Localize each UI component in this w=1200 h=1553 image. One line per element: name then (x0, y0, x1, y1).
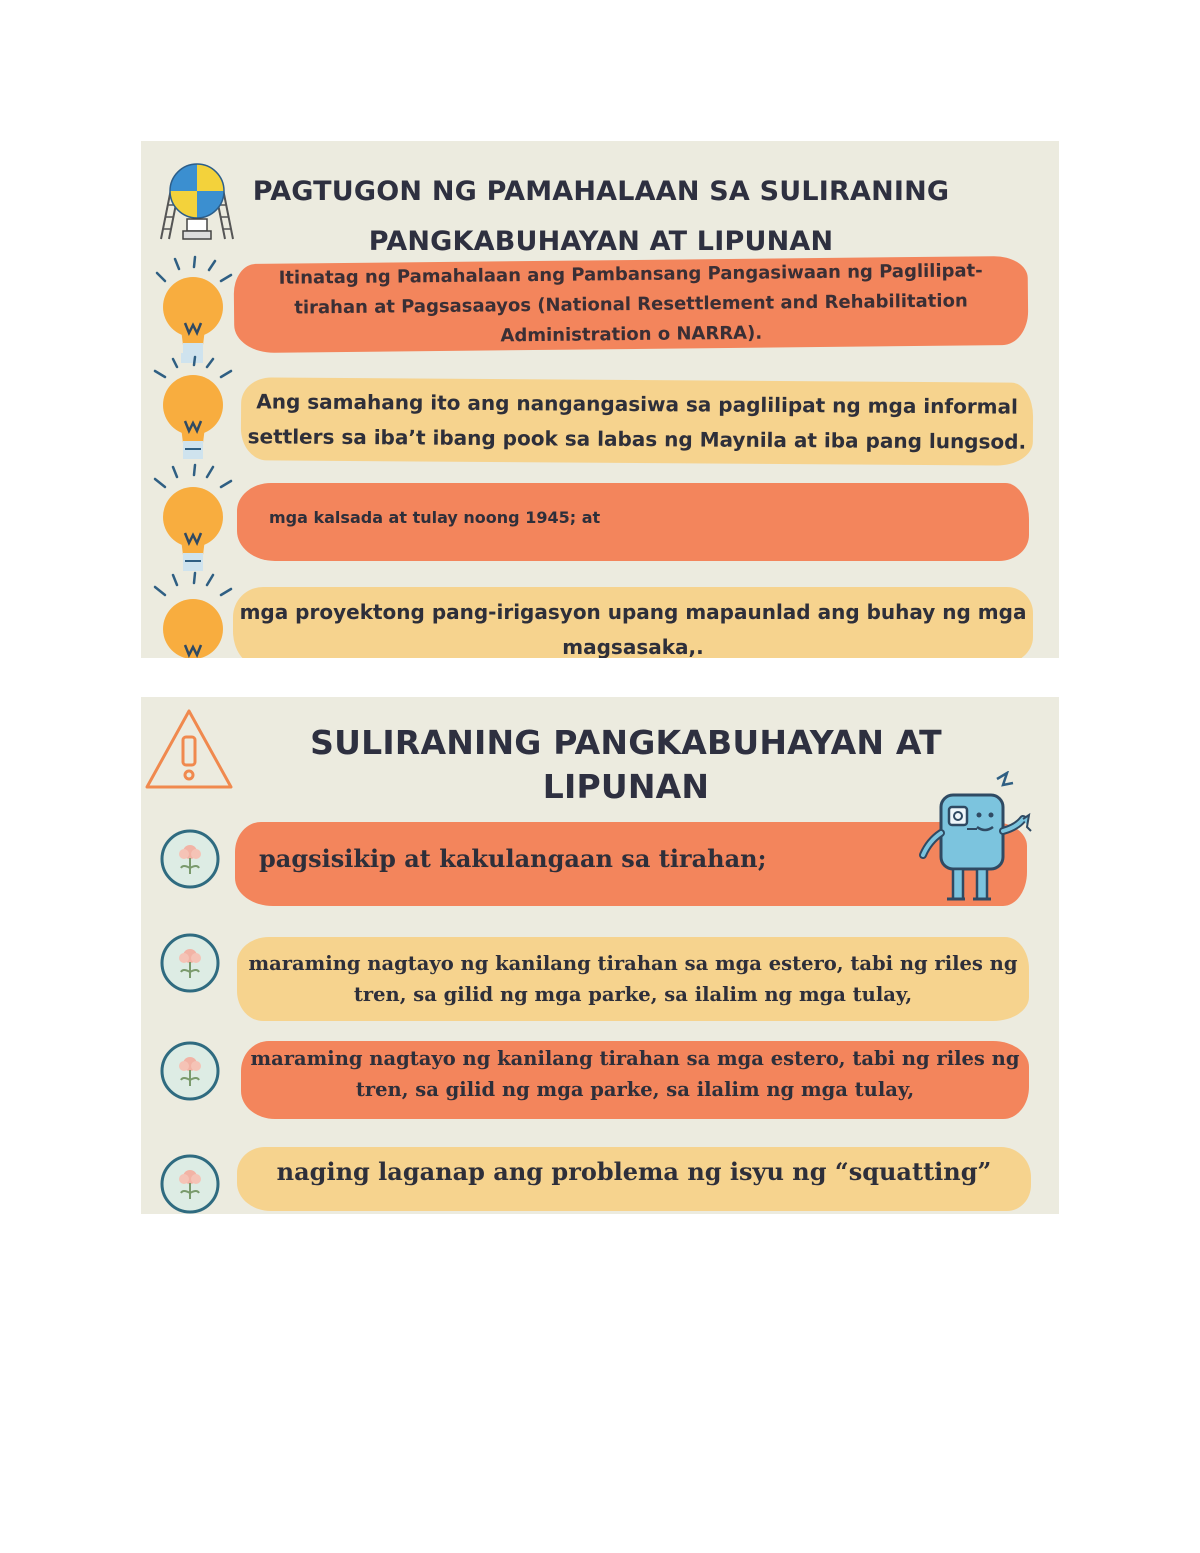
esteros-repeat-text: maraming nagtayo ng kanilang tirahan sa mga estero, tabi ng riles ng tren, sa gilid ng mga parke, sa ilalim ng mga tulay, (250, 1047, 1020, 1101)
lightbulb-icon (147, 463, 237, 573)
settlers-text: Ang samahang ito ang nangangasiwa sa paglilipat ng mga informal settlers sa iba’t ibang pook sa labas ng Maynila at iba pang lungsod. (247, 388, 1027, 454)
lightbulb-icon (147, 253, 237, 353)
page-title: PAGTUGON NG PAMAHALAAN SA SULIRANING PANGKABUHAYAN AT LIPUNAN (252, 176, 950, 257)
esteros-statement (237, 937, 1029, 1021)
lightbulb-icon (147, 571, 237, 658)
response-infographic-panel (141, 141, 1059, 658)
lightbulb-icon (147, 353, 237, 463)
flower-circle-icon (159, 1153, 221, 1214)
esteros-statement-repeat (241, 1041, 1029, 1119)
irrigation-statement (233, 587, 1033, 658)
housing-shortage-text: pagsisikip at kakulangaan sa tirahan; (259, 843, 767, 873)
problems-infographic-panel (141, 697, 1059, 1214)
squatting-text: naging laganap ang problema ng isyu ng “squatting” (276, 1157, 992, 1186)
squatting-statement (237, 1147, 1031, 1211)
warning-icon (143, 707, 235, 791)
narra-text: Itinatag ng Pamahalaan ang Pambansang Pangasiwaan ng Paglilipat-tirahan at Pagsasaayos (National Resettlement and Rehabilitation Administration o NARRA). (278, 259, 983, 346)
flower-circle-icon (159, 932, 221, 994)
flower-circle-icon (159, 828, 221, 890)
housing-shortage-statement (235, 822, 1027, 906)
robot-mascot-icon (911, 771, 1035, 905)
roads-text: mga kalsada at tulay noong 1945; at (269, 507, 601, 527)
settlers-statement (241, 377, 1034, 466)
esteros-text: maraming nagtayo ng kanilang tirahan sa mga estero, tabi ng riles ng tren, sa gilid ng mga parke, sa ilalim ng mga tulay, (248, 952, 1018, 1006)
roads-statement (237, 483, 1029, 561)
page-title: SULIRANING PANGKABUHAYAN AT LIPUNAN (310, 723, 942, 806)
narra-statement (234, 256, 1029, 353)
irrigation-text: mga proyektong pang-irigasyon upang mapaunlad ang buhay ng mga magsasaka,. (239, 600, 1027, 658)
flower-circle-icon (159, 1040, 221, 1102)
